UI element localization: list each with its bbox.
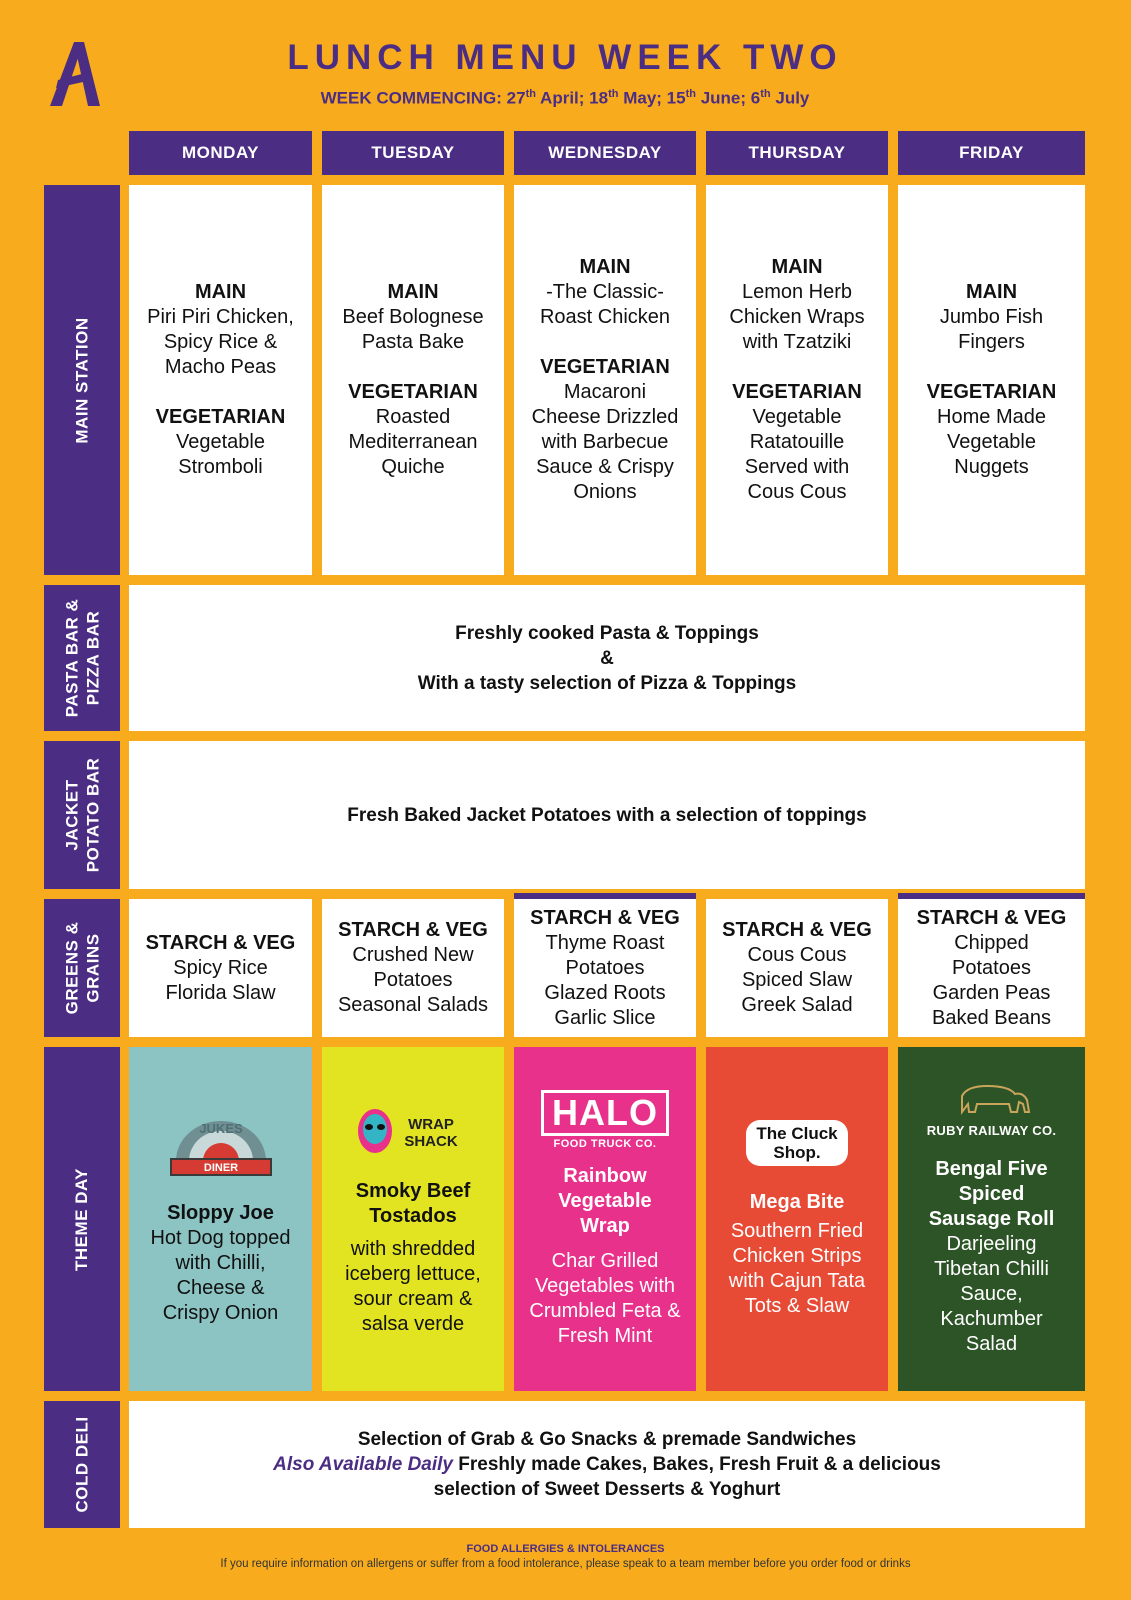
day-header-friday: FRIDAY bbox=[898, 131, 1085, 175]
svg-text:DINER: DINER bbox=[203, 1161, 238, 1174]
day-header-thursday: THURSDAY bbox=[706, 131, 888, 175]
allergies-notice: If you require information on allergens or suffer from a food intolerance, please speak to a team member before you order food or drinks bbox=[220, 1558, 911, 1570]
pasta-pizza-bar: Freshly cooked Pasta & Toppings & With a tasty selection of Pizza & Toppings bbox=[129, 585, 1085, 731]
halo-food-truck-logo: HALO FOOD TRUCK CO. bbox=[541, 1090, 669, 1152]
greens-monday: STARCH & VEG Spicy Rice Florida Slaw bbox=[129, 899, 312, 1037]
section-label-cold-deli: COLD DELI bbox=[44, 1401, 120, 1528]
svg-text:JUKES: JUKES bbox=[198, 1120, 243, 1136]
section-label-pasta-bar: PASTA BAR & PIZZA BAR bbox=[44, 585, 120, 731]
week-commencing: WEEK COMMENCING: 27th April; 18th May; 15th June; 6th July bbox=[320, 88, 810, 108]
main-station-tuesday: MAIN Beef Bolognese Pasta Bake VEGETARIAN Roasted Mediterranean Quiche bbox=[322, 185, 504, 575]
greens-friday: STARCH & VEG Chipped Potatoes Garden Peas Baked Beans bbox=[898, 893, 1085, 1037]
greens-tuesday: STARCH & VEG Crushed New Potatoes Seasonal Salads bbox=[322, 899, 504, 1037]
allergies-title: FOOD ALLERGIES & INTOLERANCES bbox=[466, 1543, 665, 1555]
greens-thursday: STARCH & VEG Cous Cous Spiced Slaw Greek Salad bbox=[706, 899, 888, 1037]
section-label-greens-grains: GREENS & GRAINS bbox=[44, 899, 120, 1037]
elephant-icon bbox=[937, 1082, 1047, 1118]
cluck-shop-logo: The Cluck Shop. bbox=[746, 1120, 847, 1166]
day-header-monday: MONDAY bbox=[129, 131, 312, 175]
wrap-shack-logo bbox=[353, 1101, 473, 1161]
brand-logo-icon bbox=[50, 42, 100, 106]
section-label-main-station: MAIN STATION bbox=[44, 185, 120, 575]
section-label-jacket-potato: JACKET POTATO BAR bbox=[44, 741, 120, 889]
jacket-potato-bar: Fresh Baked Jacket Potatoes with a selection of toppings bbox=[129, 741, 1085, 889]
diner-sign-icon bbox=[161, 1113, 281, 1183]
ruby-railway-logo: RUBY RAILWAY CO. bbox=[927, 1082, 1057, 1143]
also-available-daily: Also Available Daily bbox=[273, 1454, 453, 1475]
day-header-tuesday: TUESDAY bbox=[322, 131, 504, 175]
day-header-wednesday: WEDNESDAY bbox=[514, 131, 696, 175]
theme-monday: JUKES DINER Sloppy Joe Hot Dog topped with Chilli, Cheese & Crispy Onion bbox=[129, 1047, 312, 1391]
theme-wednesday: HALO FOOD TRUCK CO. Rainbow Vegetable Wrap Char Grilled Vegetables with Crumbled Feta & Fresh Mint bbox=[514, 1047, 696, 1391]
theme-thursday: The Cluck Shop. Mega Bite Southern Fried Chicken Strips with Cajun Tata Tots & Slaw bbox=[706, 1047, 888, 1391]
main-station-thursday: MAIN Lemon Herb Chicken Wraps with Tzatziki VEGETARIAN Vegetable Ratatouille Served with Cous Cous bbox=[706, 185, 888, 575]
wrestler-mask-icon bbox=[353, 1101, 473, 1161]
theme-tuesday: WRAP SHACK Smoky Beef Tostados with shredded iceberg lettuce, sour cream & salsa verde bbox=[322, 1047, 504, 1391]
greens-wednesday: STARCH & VEG Thyme Roast Potatoes Glazed Roots Garlic Slice bbox=[514, 893, 696, 1037]
jukes-diner-logo bbox=[161, 1113, 281, 1183]
main-station-friday: MAIN Jumbo Fish Fingers VEGETARIAN Home Made Vegetable Nuggets bbox=[898, 185, 1085, 575]
svg-text:WRAP: WRAP bbox=[408, 1116, 454, 1133]
theme-friday: RUBY RAILWAY CO. Bengal Five Spiced Sausage Roll Darjeeling Tibetan Chilli Sauce, Kachumber Salad bbox=[898, 1047, 1085, 1391]
section-label-theme-day: THEME DAY bbox=[44, 1047, 120, 1391]
svg-text:SHACK: SHACK bbox=[404, 1133, 458, 1150]
page-title: LUNCH MENU WEEK TWO bbox=[287, 38, 843, 77]
cold-deli: Selection of Grab & Go Snacks & premade Sandwiches Also Available Daily Freshly made Cakes, Bakes, Fresh Fruit & a delicious selection of Sweet Desserts & Yoghurt bbox=[129, 1401, 1085, 1528]
main-station-monday: MAIN Piri Piri Chicken, Spicy Rice & Macho Peas VEGETARIAN Vegetable Stromboli bbox=[129, 185, 312, 575]
main-station-wednesday: MAIN -The Classic- Roast Chicken VEGETARIAN Macaroni Cheese Drizzled with Barbecue Sauce & Crispy Onions bbox=[514, 185, 696, 575]
